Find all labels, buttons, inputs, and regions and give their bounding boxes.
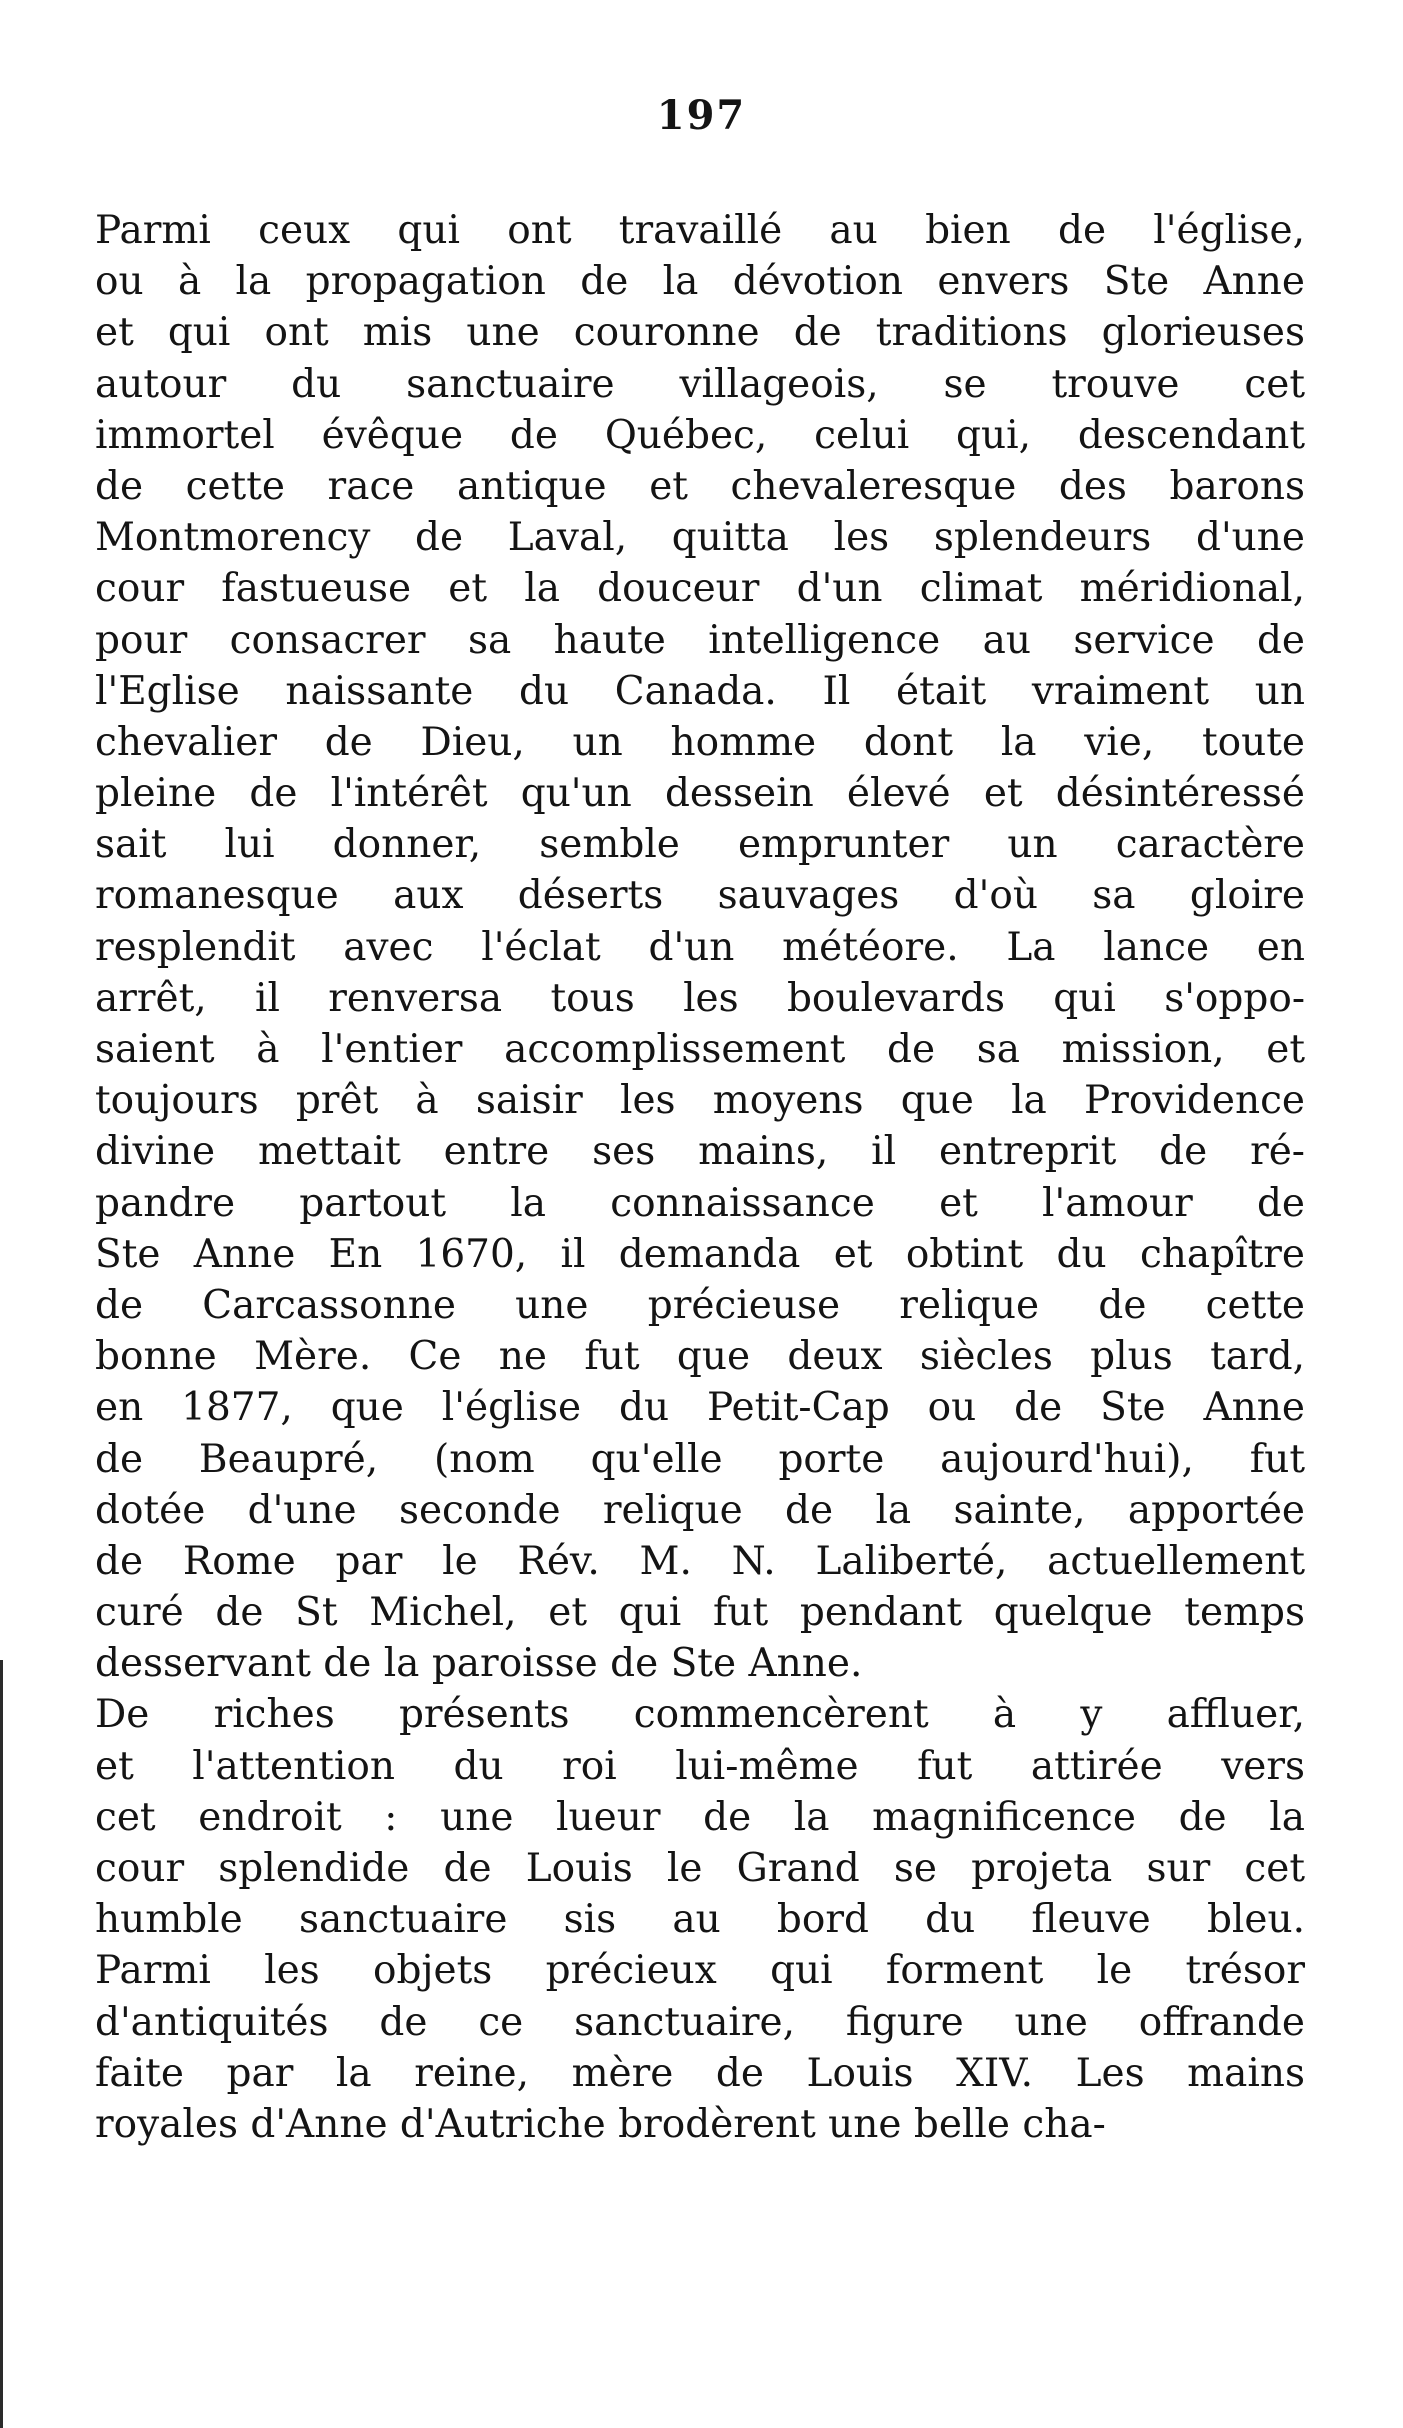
text-line: en 1877, que l'église du Petit-Cap ou de Ste Anne [95,1385,1305,1431]
text-line: et qui ont mis une couronne de traditions glorieuses [95,310,1305,356]
text-line: saient à l'entier accomplissement de sa mission, et [95,1027,1305,1072]
text-line: divine mettait entre ses mains, il entreprit de ré- [95,1129,1305,1175]
text-line: de Beaupré, (nom qu'elle porte aujourd'hui), fut [95,1436,1305,1482]
text-line: et l'attention du roi lui-même fut attirée vers [95,1743,1305,1789]
text-line: sait lui donner, semble emprunter un caractère [95,822,1305,868]
page-number: 197 [656,92,747,139]
text-line: dotée d'une seconde relique de la sainte, apportée [95,1487,1305,1533]
text-line: Parmi les objets précieux qui forment le trésor [95,1948,1305,1994]
text-line: cour fastueuse et la douceur d'un climat méridional, [95,566,1305,612]
paragraph [95,1689,1305,2150]
text-line: Ste Anne En 1670, il demanda et obtint du chapître [95,1231,1305,1277]
text-line: ou à la propagation de la dévotion envers Ste Anne [95,259,1305,305]
text-line: autour du sanctuaire villageois, se trouve cet [95,361,1305,407]
text-line: resplendit avec l'éclat d'un météore. La lance en [95,924,1305,970]
text-line: cet endroit : une lueur de la magnificence de la [95,1794,1305,1840]
body-text [95,205,1305,2150]
text-line: humble sanctuaire sis au bord du fleuve bleu. [95,1897,1305,1943]
text-line: pleine de l'intérêt qu'un dessein élevé et désintéressé [95,771,1305,817]
paragraph [95,205,1305,1689]
text-line: de Carcassonne une précieuse relique de cette [95,1282,1305,1328]
text-line: desservant de la paroisse de Ste Anne. [95,1641,863,1687]
text-line: cour splendide de Louis le Grand se projeta sur cet [95,1846,1305,1891]
text-line: de Rome par le Rév. M. N. Laliberté, actuellement [95,1538,1305,1584]
text-line: De riches présents commencèrent à y affluer, [95,1692,1305,1738]
text-line: royales d'Anne d'Autriche brodèrent une belle cha- [95,2101,1106,2147]
text-line: d'antiquités de ce sanctuaire, figure une offrande [95,1999,1305,2045]
text-line: romanesque aux déserts sauvages d'où sa gloire [95,873,1305,919]
text-line: faite par la reine, mère de Louis XIV. Les mains [95,2050,1305,2096]
text-line: bonne Mère. Ce ne fut que deux siècles plus tard, [95,1334,1305,1380]
text-line: curé de St Michel, et qui fut pendant quelque temps [95,1590,1305,1636]
text-line: de cette race antique et chevaleresque des barons [95,463,1305,509]
text-line: pour consacrer sa haute intelligence au service de [95,617,1305,663]
text-line: toujours prêt à saisir les moyens que la Providence [95,1078,1305,1124]
text-line: Parmi ceux qui ont travaillé au bien de l'église, [95,208,1305,253]
text-line: chevalier de Dieu, un homme dont la vie, toute [95,719,1305,765]
text-line: immortel évêque de Québec, celui qui, descendant [95,412,1305,458]
text-line: pandre partout la connaissance et l'amour de [95,1180,1305,1226]
text-line: Montmorency de Laval, quitta les splendeurs d'une [95,515,1305,561]
text-line: arrêt, il renversa tous les boulevards qui s'oppo- [95,975,1305,1021]
scan-edge-mark [0,1660,3,2428]
text-line: l'Eglise naissante du Canada. Il était vraiment un [95,668,1305,714]
